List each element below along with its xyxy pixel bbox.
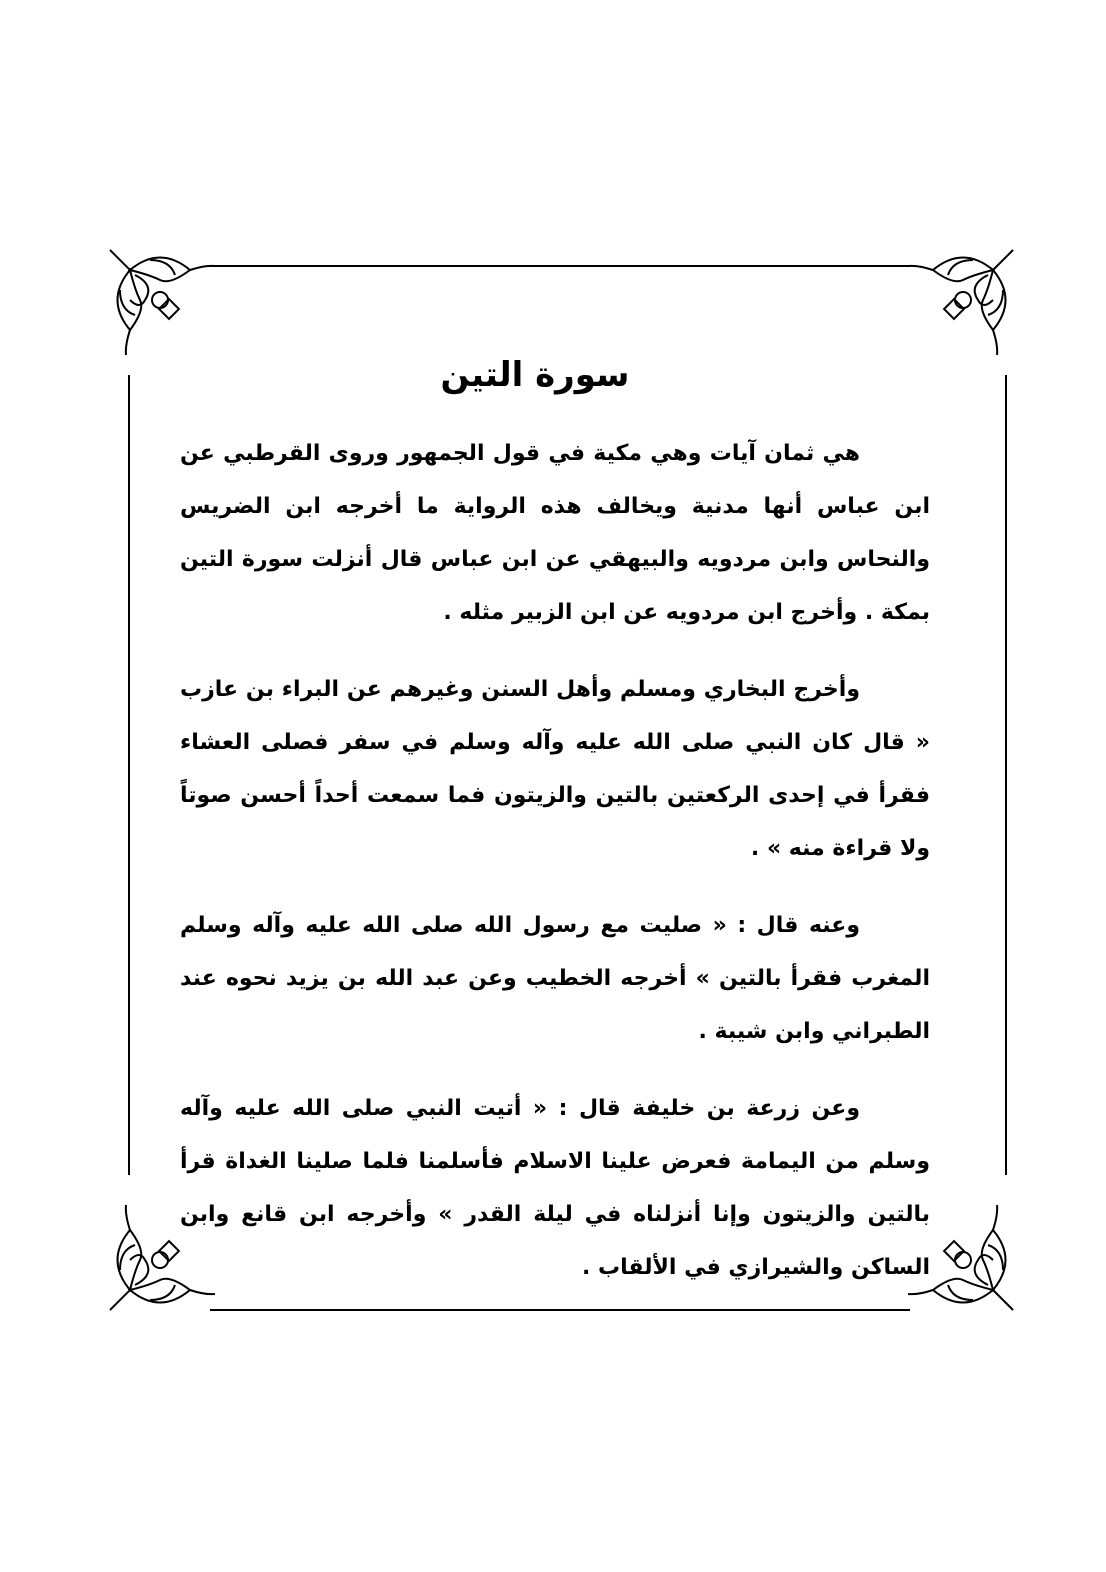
paragraph-1: هي ثمان آيات وهي مكية في قول الجمهور وروى القرطبي عن ابن عباس أنها مدنية ويخالف هذه الرواية ما أخرجه ابن الضريس والنحاس وابن مردويه والبيهقي عن ابن عباس قال أنزلت سورة التين بمكة . وأخرج ابن مردويه عن ابن الزبير مثله . [180, 441, 930, 625]
page-content [180, 345, 930, 1318]
paragraph-3: وعنه قال : « صليت مع رسول الله صلى الله عليه وآله وسلم المغرب فقرأ بالتين » أخرجه الخطيب وعن عبد الله بن يزيد نحوه عند الطبراني وابن شيبة . [180, 913, 930, 1044]
paragraph-2: وأخرج البخاري ومسلم وأهل السنن وغيرهم عن البراء بن عازب « قال كان النبي صلى الله عليه وآله وسلم في سفر فصلى العشاء فقرأ في إحدى الركعتين بالتين والزيتون فما سمعت أحداً أحسن صوتاً ولا قراءة منه » . [180, 677, 930, 861]
paragraph-4: وعن زرعة بن خليفة قال : « أتيت النبي صلى الله عليه وآله وسلم من اليمامة فعرض علينا الاسلام فأسلمنا فلما صلينا الغداة قرأ بالتين والزيتون وإنا أنزلناه في ليلة القدر » وأخرجه ابن قانع وابن الساكن والشيرازي في الألقاب . [180, 1096, 930, 1280]
frame-top-line [210, 265, 910, 267]
arabesque-corner-icon-top-right [903, 240, 1023, 360]
arabesque-corner-icon-top-left [100, 240, 220, 360]
frame-left-line [128, 375, 130, 1175]
surah-title: سورة التين [440, 355, 630, 395]
frame-right-line [1005, 375, 1007, 1175]
